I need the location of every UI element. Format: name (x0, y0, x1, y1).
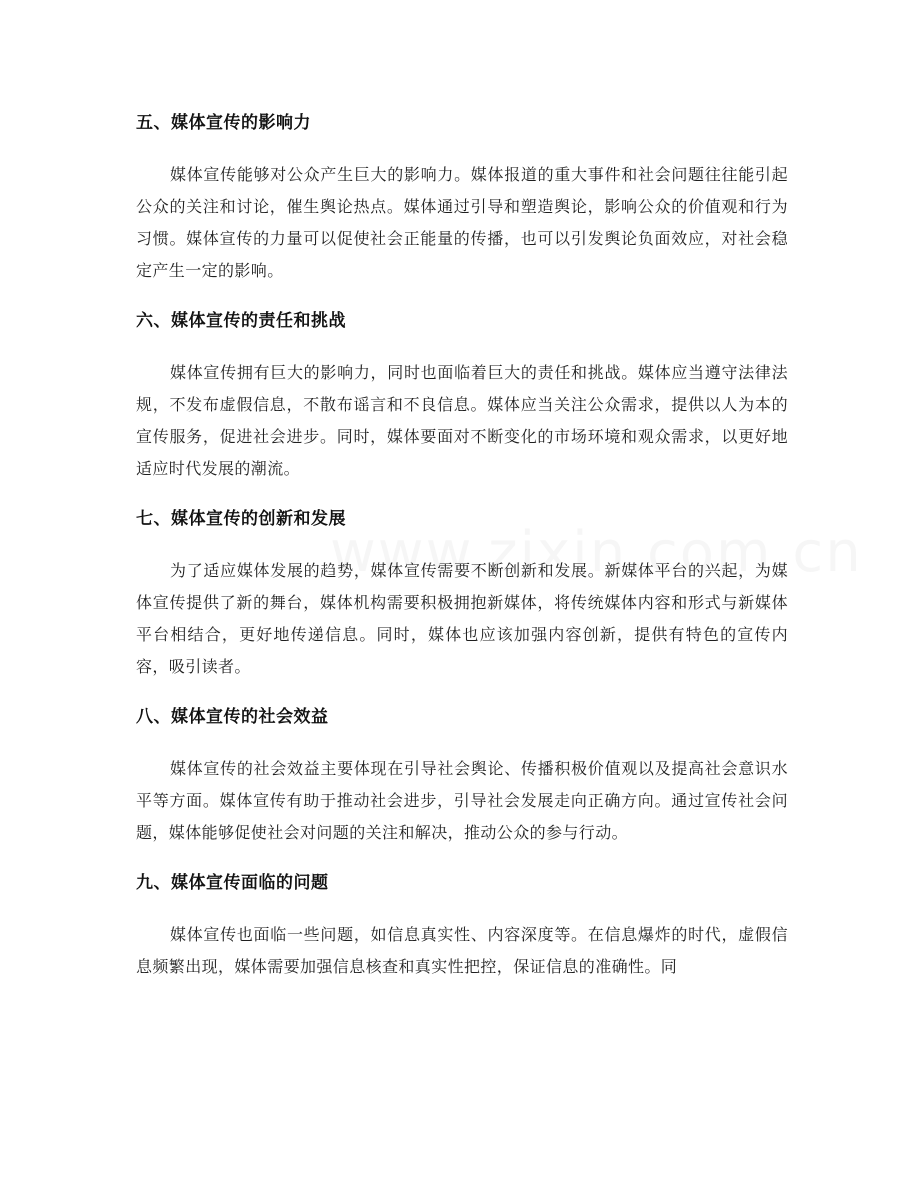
section-8 (136, 701, 788, 849)
section-heading: 八、媒体宣传的社会效益 (136, 707, 329, 727)
section-paragraph: 媒体宣传拥有巨大的影响力，同时也面临着巨大的责任和挑战。媒体应当遵守法律法规，不发布虚假信息，不散布谣言和不良信息。媒体应当关注公众需求，提供以人为本的宣传服务，促进社会进步。同时，媒体要面对不断变化的市场环境和观众需求，以更好地适应时代发展的潮流。 (136, 363, 788, 478)
section-6 (136, 305, 788, 485)
section-heading: 五、媒体宣传的影响力 (136, 113, 311, 133)
section-5 (136, 107, 788, 287)
section-7 (136, 503, 788, 683)
section-paragraph: 媒体宣传也面临一些问题，如信息真实性、内容深度等。在信息爆炸的时代，虚假信息频繁出现，媒体需要加强信息核查和真实性把控，保证信息的准确性。同 (136, 925, 788, 976)
section-heading: 九、媒体宣传面临的问题 (136, 873, 329, 893)
section-heading: 六、媒体宣传的责任和挑战 (136, 311, 346, 331)
section-paragraph: 媒体宣传能够对公众产生巨大的影响力。媒体报道的重大事件和社会问题往往能引起公众的关注和讨论，催生舆论热点。媒体通过引导和塑造舆论，影响公众的价值观和行为习惯。媒体宣传的力量可以促使社会正能量的传播，也可以引发舆论负面效应，对社会稳定产生一定的影响。 (136, 165, 788, 280)
section-heading: 七、媒体宣传的创新和发展 (136, 509, 346, 529)
section-9 (136, 867, 788, 983)
section-paragraph: 为了适应媒体发展的趋势，媒体宣传需要不断创新和发展。新媒体平台的兴起，为媒体宣传提供了新的舞台，媒体机构需要积极拥抱新媒体，将传统媒体内容和形式与新媒体平台相结合，更好地传递信息。同时，媒体也应该加强内容创新，提供有特色的宣传内容，吸引读者。 (136, 561, 788, 676)
section-paragraph: 媒体宣传的社会效益主要体现在引导社会舆论、传播积极价值观以及提高社会意识水平等方面。媒体宣传有助于推动社会进步，引导社会发展走向正确方向。通过宣传社会问题，媒体能够促使社会对问题的关注和解决，推动公众的参与行动。 (136, 759, 788, 842)
